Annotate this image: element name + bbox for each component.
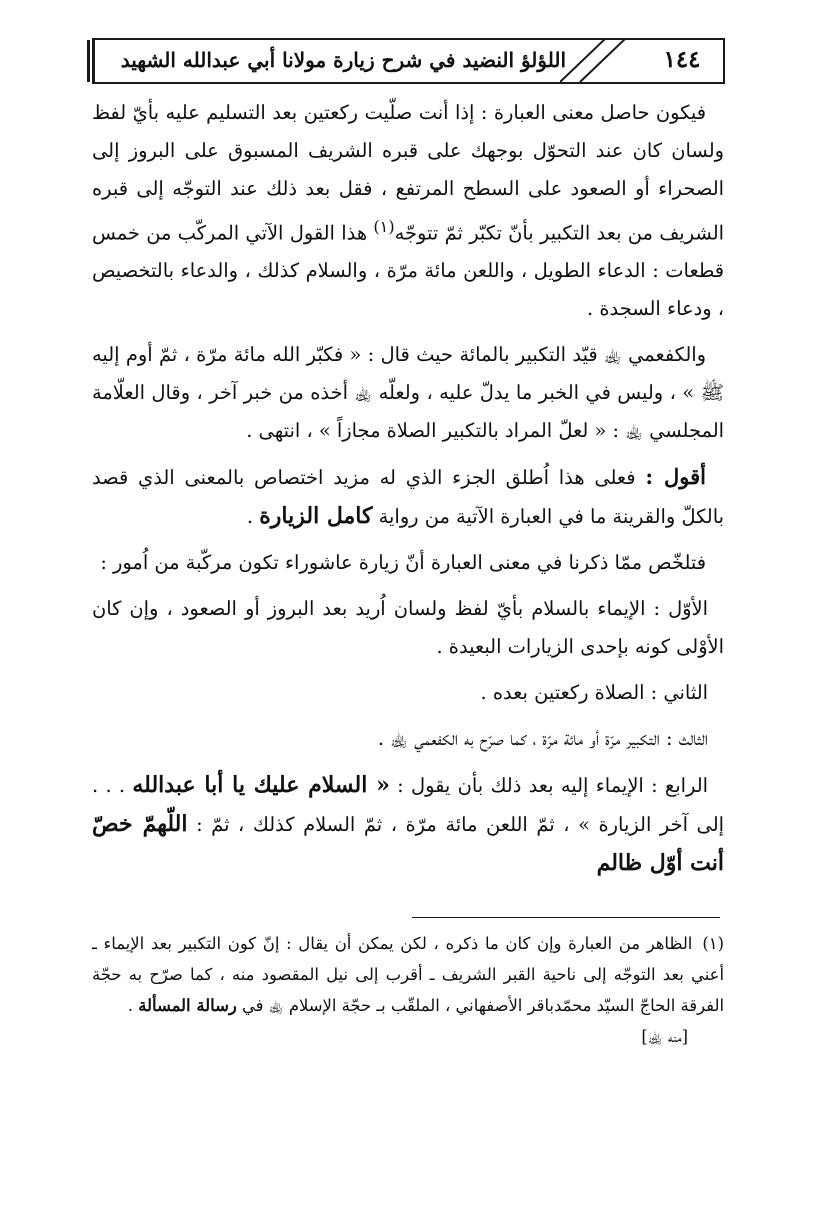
list-item-fourth-a: الرابع : الإيماء إليه بعد ذلك بأن يقول :: [389, 774, 708, 798]
paragraph-3-text: فعلى هذا اُطلق الجزء الذي له مزيد اختصاص بالمعنى الذي قصد بالكلّ والقرينة ما في العبارة الآتية من رواية: [92, 466, 724, 529]
footnote: [92, 928, 724, 1052]
paragraph-3-lead: أقول :: [645, 464, 706, 490]
footnote-source: رسالة المسألة: [138, 996, 237, 1015]
list-item-fourth-prayer: اللّهمّ خصّ أنت أوّل ظالم: [92, 811, 724, 877]
main-text: [92, 94, 724, 883]
paragraph-3: [92, 458, 724, 536]
footnote-number: (١): [702, 934, 724, 953]
footnote-text: الظاهر من العبارة وإن كان ما ذكره ، لكن يمكن أن يقال : إنّ كون التكبير بعد الإيماء ـ أعني بعد التوجّه إلى ناحية القبر الشريف ـ أقرب إلى نيل المقصود منه ، كما صرّح به حجّة الفرقة الحاجّ السيّد محمّدباقر الأصفهاني ، الملقّب بـ حجّة الإسلام ﵀ في: [92, 934, 724, 1015]
paragraph-4: فتلخّص ممّا ذكرنا في معنى العبارة أنّ زيارة عاشوراء تكون مركّبة من اُمور :: [100, 551, 706, 575]
paragraph-1-text: فيكون حاصل معنى العبارة : إذا أنت صلّيت ركعتين بعد التسليم عليه بأيّ لفظ ولسان كان عند التحوّل بوجهك على قبره الشريف المسبوق على البروز إلى الصحراء أو الصعود على السطح المرتفع ، فقل بعد ذلك عند التوجّه إلى قبره الشريف من بعد التكبير بأنّ تكبّر ثمّ تتوجّه: [92, 101, 724, 245]
running-title: اللؤلؤ النضيد في شرح زيارة مولانا أبي عبدالله الشهيد: [120, 48, 566, 72]
page-number: ١٤٤: [663, 46, 701, 73]
paragraph-1: [92, 94, 724, 328]
list-item-first: الأوّل : الإيماء بالسلام بأيّ لفظ ولسان اُريد بعد البروز أو الصعود ، وإن كان الأوْلى كونه بإحدى الزيارات البعيدة .: [92, 597, 724, 659]
paragraph-2: والكفعمي ﵀ قيّد التكبير بالمائة حيث قال : « فكبّر الله مائة مرّة ، ثمّ أوم إليه ﷺ » ، وليس في الخبر ما يدلّ عليه ، ولعلّه ﵀ أخذه من خبر آخر ، وقال العلّامة المجلسي ﵀ : « لعلّ المراد بالتكبير الصلاة مجازاً » ، انتهى .: [92, 343, 724, 443]
paragraph-3-end: .: [246, 505, 260, 529]
paragraph-1-continued: هذا القول الآتي المركّب من خمس قطعات : الدعاء الطويل ، واللعن مائة مرّة ، والسلام كذلك ، والدعاء بالتخصيص ، ودعاء السجدة .: [92, 221, 724, 321]
footnote-end: .: [127, 996, 139, 1015]
footnote-signature: [منه ﵀]: [641, 1027, 688, 1046]
footnote-body: [92, 928, 724, 1021]
list-item-second: الثاني : الصلاة ركعتين بعده .: [480, 681, 708, 705]
list-item-fourth: [92, 766, 724, 883]
list-item-fourth-b: . . . إلى آخر الزيارة » ، ثمّ اللعن مائة مرّة ، ثمّ السلام كذلك ، ثمّ :: [92, 774, 724, 837]
list-item-third: الثالث : التكبير مرّة أو مائة مرّة ، كما صرّح به الكفعمي ﵀ .: [377, 727, 708, 751]
footnote-separator: [412, 917, 720, 918]
paragraph-3-source: كامل الزيارة: [259, 503, 373, 530]
list-item-fourth-quote: « السلام عليك يا أبا عبدالله: [132, 772, 390, 799]
footnote-marker[interactable]: (١): [373, 217, 395, 236]
